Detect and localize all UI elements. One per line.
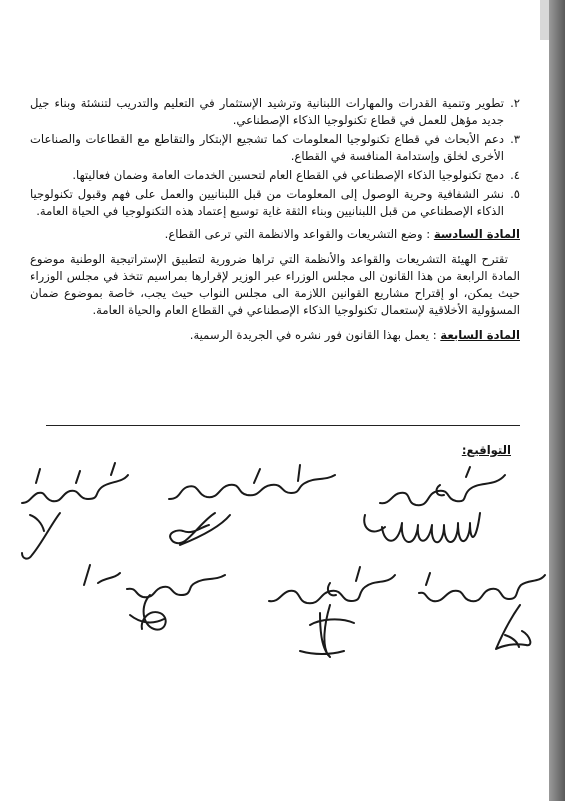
article-7: [30, 327, 520, 344]
item-text: دعم الأبحاث في قطاع تكنولوجيا المعلومات كما تشجيع الإبتكار والتقاطع مع القطاعات والصناعات الأخرى لخلق وإستدامة المنافسة في القطاع.: [30, 132, 504, 163]
item-number: ٣.: [510, 132, 520, 146]
article-6-heading: [30, 226, 520, 243]
list-item: [30, 95, 520, 129]
article-6-body: تقترح الهيئة التشريعات والقواعد والأنظمة التي تراها ضرورية لتطبيق الإستراتيجية الوطنية موضوع المادة الرابعة من هذا القانون الى مجلس الوزراء عبر الوزير لإقرارها بمراسيم تتخذ في مجلس الوزراء حيث يمكن، او إقتراح مشاريع القوانين اللازمة الى مجلس النواب حيث يجب، خاصة بموضوع ضمان المسؤولية الأخلاقية لإستعمال تكنولوجيا الذكاء الإصطناعي في القطاع العام والحياة العامة.: [30, 252, 520, 317]
list-item: [30, 186, 520, 220]
list-item: [30, 167, 520, 184]
signature-2: [169, 465, 335, 545]
signature-5: [269, 567, 395, 657]
signatures-area: [0, 455, 549, 695]
item-text: نشر الشفافية وحرية الوصول إلى المعلومات من قبل اللبنانيين والعمل على فهم وقبول تكنولوجيا الذكاء الإصطناعي من قبل اللبنانيين وبناء الثقة غاية توسيع إعتماد هذه التكنولوجيا في الحياة العامة.: [30, 187, 504, 218]
signature-6: [419, 573, 545, 649]
separator-line: [46, 425, 520, 426]
handwritten-signatures: [0, 455, 549, 695]
item-number: ٥.: [510, 187, 520, 201]
article-7-title: المادة السابعة: [440, 328, 520, 342]
article-6-subject: : وضع التشريعات والقواعد والانظمة التي ترعى القطاع.: [164, 227, 431, 241]
signatures-heading: التواقيع:: [461, 443, 511, 457]
signature-1: [364, 467, 505, 542]
item-number: ٢.: [510, 96, 520, 110]
item-number: ٤.: [510, 168, 520, 182]
signature-3: [22, 463, 128, 559]
article-7-text: : يعمل بهذا القانون فور نشره في الجريدة الرسمية.: [189, 328, 437, 342]
scan-edge-shadow: [549, 0, 565, 801]
article-6-title: المادة السادسة: [433, 227, 520, 241]
document-body: [30, 95, 520, 344]
item-text: تطوير وتنمية القدرات والمهارات اللبنانية وترشيد الإستثمار في التعليم والتدريب لتنشئة وبناء جيل جديد مؤهل للعمل في قطاع تكنولوجيا الذكاء الإصطناعي.: [30, 96, 504, 127]
item-text: دمج تكنولوجيا الذكاء الإصطناعي في القطاع العام لتحسين الخدمات العامة وضمان فعاليتها.: [72, 168, 504, 182]
list-item: [30, 131, 520, 165]
scan-mark: [540, 0, 549, 40]
signature-4: [84, 565, 225, 630]
